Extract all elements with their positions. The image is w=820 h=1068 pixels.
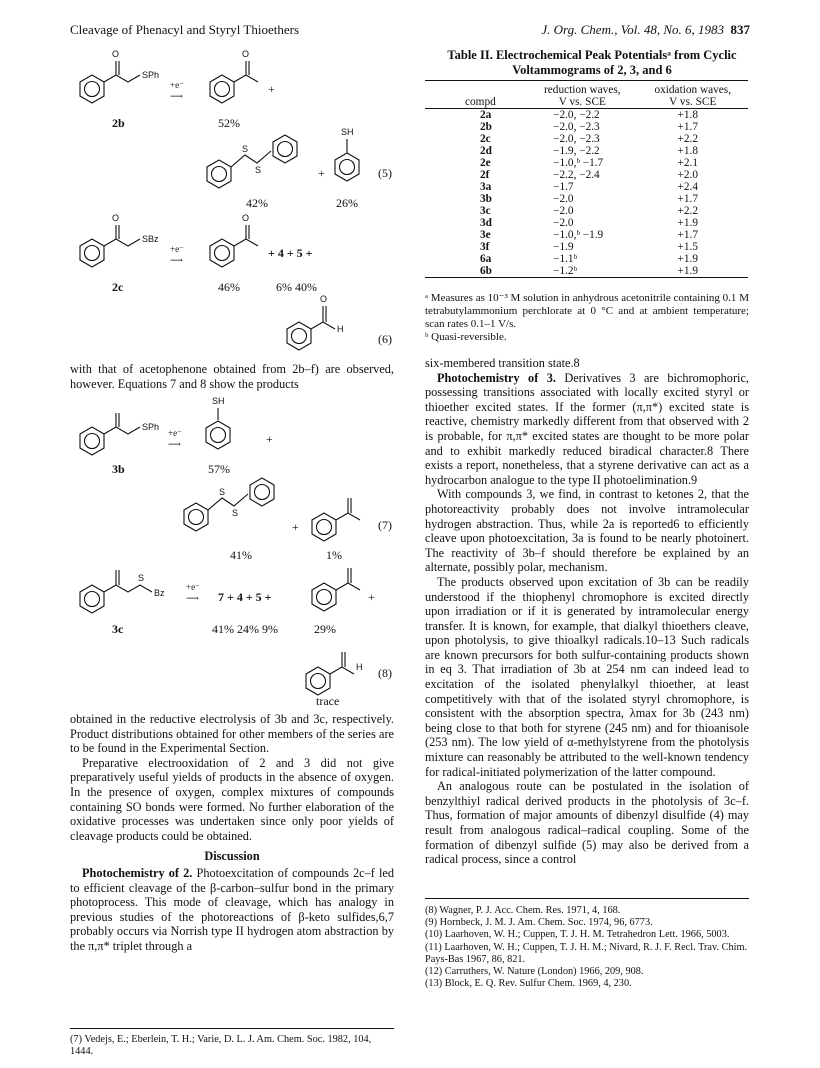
right-para-3: The products observed upon excitation of 3b can be readily understood if the thiophenyl chromophore is excited directly upon irradiation or if it is generated by intramolecular energy transfer. It is known, for example, that dialkyl thioethers cleave, upon photolysis, to give thioalkyl radicals.10–13 Such radicals are known precursors for both sulfur-containing products shown in eq 3. That irradiation of 3b at 254 nm can indeed lead to excitation of the isolated phenylalkyl thioether, at least competitively with that of the isolated styryl chromophore, is consistent with the absorption spectra, λmax for 3b (243 nm) being close to that both for styrene (245 nm) and for thioanisole (253 nm). The low yield of α-methylstyrene from the photolysis mixture can reasonably be attributed to the well-known tendency for radical-initiated polymerization of the latter compound. — [425, 574, 749, 779]
reference-list — [425, 898, 749, 990]
compound-cell: 3e — [480, 229, 491, 241]
table-row — [425, 169, 748, 181]
oxidation-cell: +2.0 — [677, 169, 699, 181]
svg-text:S: S — [219, 487, 226, 497]
reduction-cell: −1.9, −2.2 — [553, 145, 600, 157]
structure-disulfide-b — [172, 468, 312, 543]
table-footnote-b: ᵇ Quasi-reversible. — [425, 331, 507, 343]
left-column-body — [70, 712, 394, 954]
oxidation-cell: +2.2 — [677, 133, 699, 145]
reduction-cell: −1.7 — [553, 181, 574, 193]
oxidation-cell: +2.2 — [677, 205, 699, 217]
svg-text:SPh: SPh — [142, 70, 160, 80]
compound-cell: 2d — [480, 145, 492, 157]
reduction-arrow: +e⁻ ⟶ — [186, 582, 200, 603]
compound-cell: 2f — [480, 169, 490, 181]
structure-2c — [68, 212, 168, 282]
table-footnote-a: ᵃ Measures as 10⁻³ M solution in anhydrous acetonitrile containing 0.1 M tetrabutylammonium perchlorate at 0 °C and at ambient temperature; scan rates 0.1–1 V/s. — [425, 292, 749, 330]
table-row — [425, 145, 748, 157]
right-para-2: With compounds 3, we find, in contrast to ketones 2, that the photoreactivity probably does not involve intramolecular hydrogen abstraction. Thus, while 2a is reported6 to efficiently cleave upon photoexcitation, 3a is found to be nearly photoinert. The reactivity of 3b–f should therefore be explained by an alternate, possibly polar, mechanism. — [425, 487, 749, 575]
compound-cell: 3d — [480, 217, 492, 229]
yield-26: 26% — [336, 196, 358, 210]
yield-41: 41% — [230, 548, 252, 562]
svg-text:O: O — [320, 294, 328, 304]
equation-8: (8) — [378, 666, 392, 680]
reduction-arrow: +e⁻ ⟶ — [168, 428, 182, 449]
table-row — [425, 193, 748, 205]
oxidation-cell: +1.7 — [677, 121, 699, 133]
reduction-cell: −2.2, −2.4 — [553, 169, 600, 181]
journal-citation: J. Org. Chem., Vol. 48, No. 6, 1983 837 — [541, 22, 750, 37]
oxidation-cell: +1.9 — [638, 265, 748, 278]
reduction-cell: −2.0, −2.3 — [553, 121, 600, 133]
right-para-1: Photochemistry of 3. Derivatives 3 are bichromophoric, possessing transitions associated with locally excited styryl or thioether excited states. If the former (π,π*) excited state is reactive, chemistry markedly different from that observed with 2 is probable, for π,π* excited states are thought to be more polar and to exhibit markedly reduced biradical character.8 There exists a report, nonetheless, that a styrene derivative can act as a hydrocarbon analogue to the type II photoelimination.9 — [425, 370, 749, 487]
col-head-red: reduction waves, — [527, 81, 637, 97]
yield-52: 52% — [218, 116, 240, 130]
svg-text:S: S — [138, 573, 145, 583]
footnote-7: (7) Vedejs, E.; Eberlein, T. H.; Varie, D. L. J. Am. Chem. Soc. 1982, 104, 1444. — [70, 1028, 394, 1058]
table-row — [425, 265, 748, 278]
reference-item: (11) Laarhoven, W. H.; Cuppen, T. J. H. M.; Nivard, R. J. F. Recl. Trav. Chim. Pays-Bas 1967, 86, 821. — [425, 941, 748, 965]
oxidation-cell: +2.1 — [677, 157, 699, 169]
yield-6-40: 6% 40% — [276, 280, 317, 294]
structure-thiophenol-b — [192, 394, 252, 464]
table-body — [425, 109, 748, 278]
compound-cell: 6a — [480, 253, 492, 265]
reduction-cell: −2.0, −2.3 — [553, 133, 600, 145]
structure-acetophenone — [198, 48, 278, 118]
table-row — [425, 241, 748, 253]
structure-thiophenol-a — [320, 125, 380, 200]
reference-item: (8) Wagner, P. J. Acc. Chem. Res. 1971, 4, 168. — [425, 905, 621, 916]
svg-text:O: O — [112, 49, 120, 59]
reference-item: (10) Laarhoven, W. H.; Cuppen, T. J. H. M. Tetrahedron Lett. 1966, 5003. — [425, 929, 730, 941]
structure-3c — [68, 558, 188, 628]
svg-text:SH: SH — [341, 127, 354, 137]
oxidation-cell: +1.8 — [638, 109, 748, 122]
col-head-ox-unit: V vs. SCE — [669, 96, 717, 108]
section-heading: Discussion — [204, 849, 260, 864]
compound-cell: 3b — [480, 193, 492, 205]
col-head-ox: oxidation waves, — [638, 81, 748, 97]
reduction-cell: −2.0 — [553, 205, 574, 217]
svg-text:O: O — [242, 49, 250, 59]
right-para-4: An analogous route can be postulated in the isolation of benzylthiyl radical derived products in the photolysis of 3c–f. Thus, formation of major amounts of dibenzyl disulfide (4) may result from analogous radical–radical coupling. Some of the formation of dibenzyl sulfide (5) may also be derived from a radical process, since a control — [425, 779, 749, 867]
oxidation-cell: +1.7 — [677, 229, 699, 241]
yields-3c: 41% 24% 9% — [212, 622, 278, 636]
label-3b: 3b — [112, 462, 125, 476]
svg-text:S: S — [255, 165, 262, 175]
reduction-cell: −1.0,ᵇ −1.9 — [553, 229, 604, 241]
col-head-compd: compd — [465, 96, 496, 108]
oxidation-cell: +1.9 — [677, 217, 699, 229]
products-2c: + 4 + 5 + — [268, 246, 313, 260]
reduction-cell: −2.0, −2.2 — [527, 109, 637, 122]
right-column-body — [425, 356, 749, 867]
reference-item: (9) Hornbeck, J. M. J. Am. Chem. Soc. 1974, 96, 6773. — [425, 917, 653, 929]
oxidation-cell: +1.7 — [677, 193, 699, 205]
table-row — [425, 109, 748, 122]
svg-text:SPh: SPh — [142, 422, 160, 432]
compound-cell: 3f — [480, 241, 490, 253]
svg-text:H: H — [337, 324, 344, 334]
table-row — [425, 157, 748, 169]
reference-item: (12) Carruthers, W. Nature (London) 1966, 209, 908. — [425, 966, 644, 978]
oxidation-cell: +2.4 — [677, 181, 699, 193]
equation-7: (7) — [378, 518, 392, 532]
oxidation-cell: +1.8 — [677, 145, 699, 157]
compound-cell: 2b — [480, 121, 492, 133]
equation-6: (6) — [378, 332, 392, 346]
compound-cell: 3a — [480, 181, 492, 193]
compound-cell: 2a — [425, 109, 527, 122]
oxidation-cell: +1.5 — [677, 241, 699, 253]
structure-methylstyrene — [300, 486, 380, 556]
plus-sign: + — [268, 82, 275, 96]
structure-acetophenone-2 — [198, 212, 278, 282]
compound-cell: 3c — [480, 205, 491, 217]
table-title: Table II. Electrochemical Peak Potentialsᵃ from Cyclic Voltammograms of 2, 3, and 6 — [447, 48, 737, 77]
reduction-cell: −1.9 — [553, 241, 574, 253]
yield-1: 1% — [326, 548, 342, 562]
left-para-2: obtained in the reductive electrolysis of 3b and 3c, respectively. Product distributions obtained for other members of the series are to be found in the Experimental Section. — [70, 712, 394, 756]
table-row — [425, 121, 748, 133]
reduction-cell: −1.0,ᵇ −1.7 — [553, 157, 604, 169]
table-row — [425, 205, 748, 217]
table-row — [425, 133, 748, 145]
oxidation-cell: +1.9 — [677, 253, 699, 265]
table-ii — [425, 80, 748, 278]
yield-57: 57% — [208, 462, 230, 476]
compound-cell: 2e — [480, 157, 491, 169]
equation-5: (5) — [378, 166, 392, 180]
svg-text:S: S — [242, 144, 249, 154]
reduction-cell: −2.0 — [553, 193, 574, 205]
compound-cell: 6b — [425, 265, 527, 278]
right-para-0: six-membered transition state.8 — [425, 356, 580, 370]
svg-text:H: H — [356, 662, 363, 672]
svg-text:O: O — [112, 213, 120, 223]
label-3c: 3c — [112, 622, 124, 636]
plus-sign: + — [318, 166, 325, 180]
left-para-3: Preparative electrooxidation of 2 and 3 did not give preparatively useful yields of products in the absence of oxygen. In the presence of oxygen, complex mixtures of compounds containing SO bonds were formed. No further elaboration of the oxidative processes was undertaken since only poor yields of cleavage products could be obtained. — [70, 755, 394, 843]
left-para-1: with that of acetophenone obtained from 2b–f) are observed, however. Equations 7 and 8 show the products — [70, 362, 394, 391]
table-row — [425, 253, 748, 265]
reduction-cell: −1.2ᵇ — [527, 265, 637, 278]
svg-text:SBz: SBz — [142, 234, 159, 244]
reference-item: (13) Block, E. Q. Rev. Sulfur Chem. 1969, 4, 230. — [425, 978, 632, 990]
structure-benzaldehyde — [275, 292, 355, 362]
yield-46: 46% — [218, 280, 240, 294]
svg-text:SH: SH — [212, 396, 225, 406]
table-row — [425, 229, 748, 241]
reduction-cell: −2.0 — [553, 217, 574, 229]
yield-42: 42% — [246, 196, 268, 210]
running-title: Cleavage of Phenacyl and Styryl Thioethers — [70, 22, 300, 37]
svg-text:S: S — [232, 508, 239, 518]
plus-sign: + — [266, 432, 273, 446]
reduction-cell: −1.1ᵇ — [553, 253, 578, 265]
label-2b: 2b — [112, 116, 125, 130]
reduction-arrow: +e⁻ ⟶ — [170, 80, 184, 101]
svg-text:O: O — [242, 213, 250, 223]
plus-sign: + — [368, 590, 375, 604]
trace-label: trace — [316, 694, 340, 708]
left-para-4: Photochemistry of 2. Photoexcitation of compounds 2c–f led to efficient cleavage of the β-carbon–sulfur bond in the primary photoprocess. This mode of cleavage, which has analogy in previous studies of the photoreactions of β-keto sulfides,6,7 probably occurs via Norrish type II hydrogen atom abstraction by the π,π* triplet through a — [70, 865, 395, 953]
structure-disulfide-a — [195, 125, 335, 200]
svg-text:Bz: Bz — [154, 588, 165, 598]
table-row — [425, 217, 748, 229]
structure-3b — [68, 400, 178, 470]
col-head-red-unit: V vs. SCE — [558, 96, 606, 108]
table-row — [425, 181, 748, 193]
products-3c: 7 + 4 + 5 + — [218, 590, 272, 604]
label-2c: 2c — [112, 280, 124, 294]
reduction-arrow: +e⁻ ⟶ — [170, 244, 184, 265]
compound-cell: 2c — [480, 133, 491, 145]
plus-sign: + — [292, 520, 299, 534]
yield-29: 29% — [314, 622, 336, 636]
structure-2b — [68, 48, 168, 118]
